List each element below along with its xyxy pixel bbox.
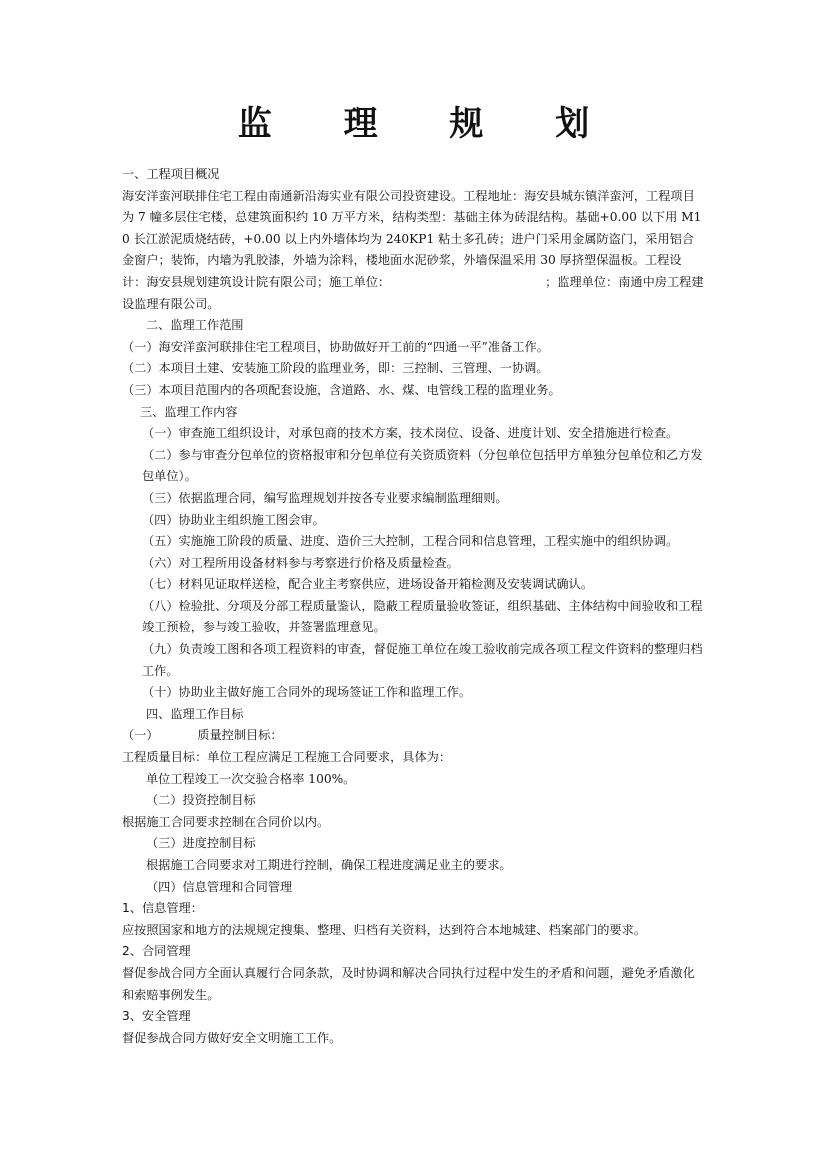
section3-item: （四）协助业主组织施工图会审。: [142, 512, 325, 527]
section3-item: （七）材料见证取样送检，配合业主考察供应，进场设备开箱检测及安装调试确认。: [142, 577, 593, 592]
section3-item: （一）审查施工组织设计，对承包商的技术方案，技术岗位、设备、进度计划、安全措施进行检查。: [142, 426, 679, 441]
sub1-text: 应按照国家和地方的法规规定搜集、整理、归档有关资料，达到符合本地城建、档案部门的要求。: [122, 922, 647, 937]
info-heading: （四）信息管理和合同管理: [146, 879, 293, 894]
section3-item: （九）负责竣工图和各项工程资料的审查，督促施工单位在竣工验收前完成各项工程文件资料的整理归档工作。: [142, 642, 703, 678]
section3-item: （三）依据监理合同，编写监理规划并按各专业要求编制监理细则。: [142, 490, 508, 505]
schedule-text: 根据施工合同要求对工期进行控制，确保工程进度满足业主的要求。: [146, 858, 512, 872]
section3-heading: 三、监理工作内容: [140, 404, 238, 419]
section2-item: （一）海安洋蛮河联排住宅工程项目，协助做好开工前的“四通一平”准备工作。: [122, 339, 549, 354]
sub3-heading: 3、安全管理: [122, 1009, 191, 1024]
section2-item: （三）本项目范围内的各项配套设施，含道路、水、煤、电管线工程的监理业务。: [122, 382, 561, 397]
invest-text: 根据施工合同要求控制在合同价以内。: [122, 814, 330, 829]
section3-item: （十）协助业主做好施工合同外的现场签证工作和监理工作。: [142, 685, 472, 700]
sub2-text: 督促参战合同方全面认真履行合同条款，及时协调和解决合同执行过程中发生的矛盾和问题，避免矛盾激化和索赔事例发生。: [122, 965, 695, 1002]
section2-heading: 二、监理工作范围: [146, 318, 244, 333]
section3-item: （五）实施施工阶段的质量、进度、造价三大控制，工程合同和信息管理，工程实施中的组织协调。: [142, 534, 679, 549]
quality-heading: （一） 质量控制目标：: [122, 728, 283, 743]
section3-item: （二）参与审查分包单位的资格报审和分包单位有关资质资料（分包单位包括甲方单独分包单位和乙方发包单位）。: [142, 447, 703, 484]
invest-heading: （二）投资控制目标: [146, 793, 256, 808]
quality-line: 工程质量目标：单位工程应满足工程施工合同要求，具体为：: [122, 750, 452, 765]
section4-heading: 四、监理工作目标: [146, 706, 244, 721]
section1-heading: 一、工程项目概况: [122, 167, 220, 181]
sub2-heading: 2、合同管理: [122, 944, 191, 959]
section2-item: （二）本项目土建、安装施工阶段的监理业务，即：三控制、三管理、一协调。: [122, 361, 549, 376]
document-body: [122, 164, 704, 1049]
schedule-heading: （三）进度控制目标: [146, 836, 256, 851]
section3-item: （八）检验批、分项及分部工程质量鉴认，隐蔽工程质量验收签证，组织基础、主体结构中间验收和工程竣工预检，参与竣工验收，并签署监理意见。: [142, 598, 703, 635]
sub1-heading: 1、信息管理：: [122, 901, 203, 916]
section1-paragraph: 海安洋蛮河联排住宅工程由南通新沿海实业有限公司投资建设。工程地址：海安县城东镇洋蛮河，工程项目为 7 幢多层住宅楼，总建筑面积约 10 万平方米，结构类型：基础主体为砖混结构。基础+0.00 以下用 M10 长江淤泥质烧结砖，+0.00 以上内外墙体均为 240KP1 粘土多孔砖；进户门采用金属防盗门，采用铝合金窗户；装饰，内墙为乳胶漆，外墙为涂料，楼地面水泥砂浆，外墙保温采用 30 厚挤塑保温板。工程设计：海安县规划建筑设计院有限公司；施工单位： ；监理单位：南通中房工程建设监理有限公司。: [122, 188, 704, 311]
sub3-text: 督促参战合同方做好安全文明施工工作。: [122, 1030, 342, 1045]
section3-item: （六）对工程所用设备材料参与考察进行价格及质量检查。: [142, 555, 459, 570]
quality-line: 单位工程竣工一次交验合格率 100%。: [146, 771, 356, 786]
document-title: 监 理 规 划: [237, 104, 620, 144]
